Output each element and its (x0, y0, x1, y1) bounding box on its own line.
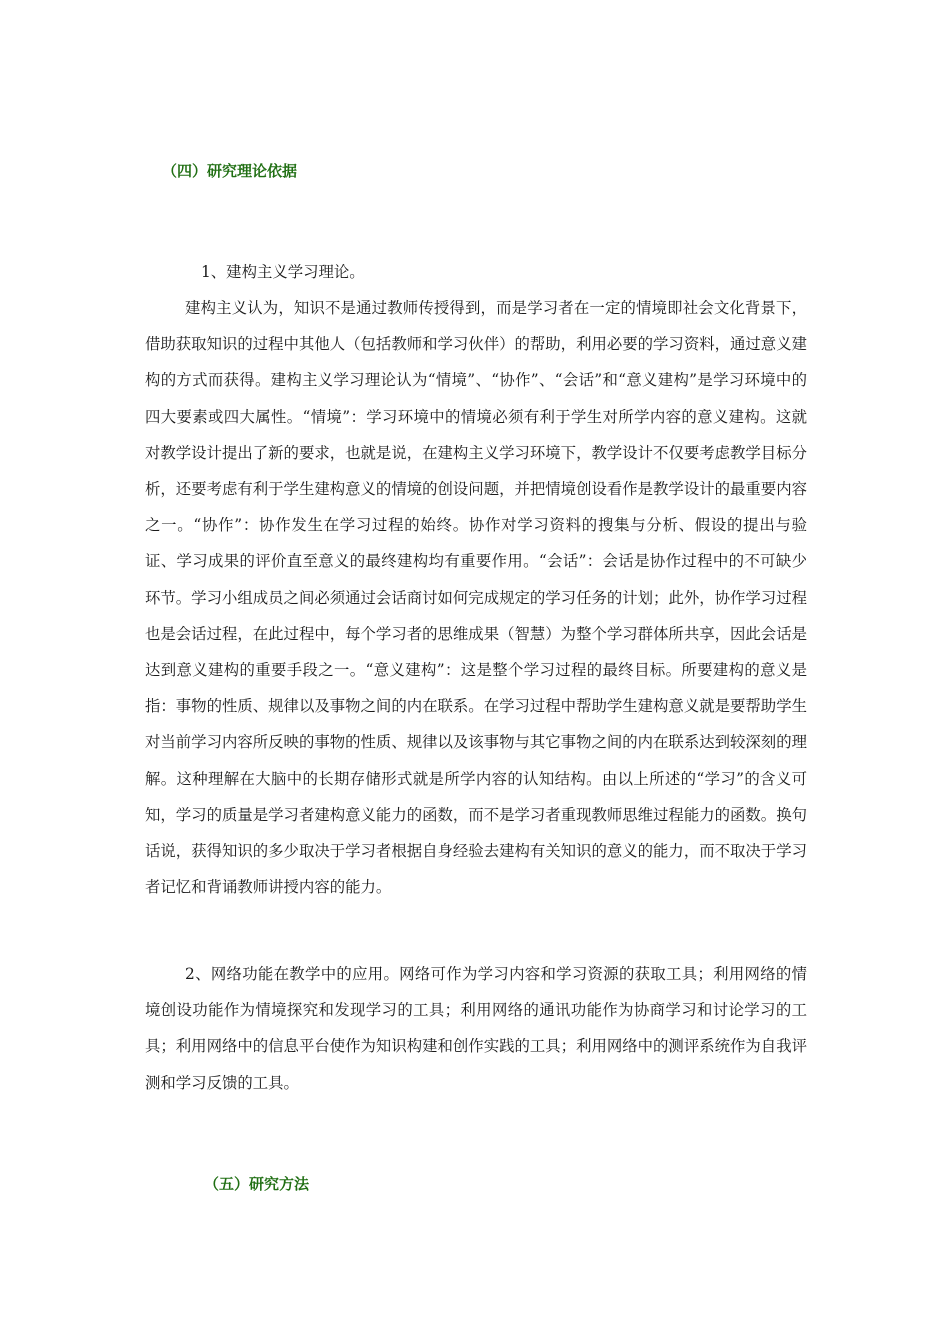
section-heading-research-methods: （五）研究方法 (204, 1175, 310, 1193)
section-heading-research-theory: （四）研究理论依据 (162, 162, 298, 180)
item-1-title: 1、建构主义学习理论。 (201, 263, 365, 281)
item-1-paragraph: 建构主义认为，知识不是通过教师传授得到，而是学习者在一定的情境即社会文化背景下，借助获取知识的过程中其他人（包括教师和学习伙伴）的帮助，利用必要的学习资料，通过意义建构的方式而获得。建构主义学习理论认为“情境”、“协作”、“会话”和“意义建构”是学习环境中的四大要素或四大属性。“情境”：学习环境中的情境必须有利于学生对所学内容的意义建构。这就对教学设计提出了新的要求，也就是说，在建构主义学习环境下，教学设计不仅要考虑教学目标分析，还要考虑有利于学生建构意义的情境的创设问题，并把情境创设看作是教学设计的最重要内容之一。“协作”：协作发生在学习过程的始终。协作对学习资料的搜集与分析、假设的提出与验证、学习成果的评价直至意义的最终建构均有重要作用。“会话”：会话是协作过程中的不可缺少环节。学习小组成员之间必须通过会话商讨如何完成规定的学习任务的计划；此外，协作学习过程也是会话过程，在此过程中，每个学习者的思维成果（智慧）为整个学习群体所共享，因此会话是达到意义建构的重要手段之一。“意义建构”：这是整个学习过程的最终目标。所要建构的意义是指：事物的性质、规律以及事物之间的内在联系。在学习过程中帮助学生建构意义就是要帮助学生对当前学习内容所反映的事物的性质、规律以及该事物与其它事物之间的内在联系达到较深刻的理解。这种理解在大脑中的长期存储形式就是所学内容的认知结构。由以上所述的“学习”的含义可知，学习的质量是学习者建构意义能力的函数，而不是学习者重现教师思维过程能力的函数。换句话说，获得知识的多少取决于学习者根据自身经验去建构有关知识的意义的能力，而不取决于学习者记忆和背诵教师讲授内容的能力。 (145, 299, 807, 897)
item-2-paragraph: 2、网络功能在教学中的应用。网络可作为学习内容和学习资源的获取工具；利用网络的情境创设功能作为情境探究和发现学习的工具；利用网络的通讯功能作为协商学习和讨论学习的工具；利用网络中的信息平台使作为知识构建和创作实践的工具；利用网络中的测评系统作为自我评测和学习反馈的工具。 (145, 965, 807, 1092)
